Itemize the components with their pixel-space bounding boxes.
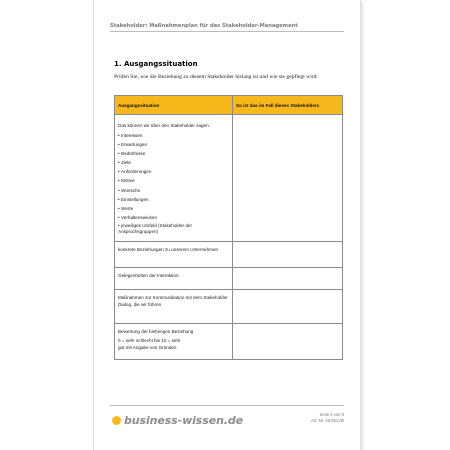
row-sublabel: 0 = sehr schlecht bis 10 = sehr gut mit Angabe von Gründen <box>118 338 181 350</box>
answer-cell[interactable] <box>233 290 343 324</box>
page-number: Seite 2 von 8 <box>319 412 344 417</box>
header-divider <box>110 31 344 32</box>
list-item: •Verhaltensweisen <box>118 213 229 222</box>
stakeholder-table <box>114 95 343 360</box>
row-label-cell <box>115 324 233 360</box>
column-header-stakeholder-case: So ist das im Fall dieses Stakeholders <box>233 96 343 115</box>
row-sublabel: Dialog, die wir führen <box>118 302 162 307</box>
bullet-icon: • <box>118 222 120 228</box>
footer-divider <box>110 405 344 406</box>
list-item: •Bedürfnisse <box>118 149 229 158</box>
bullet-icon: • <box>118 169 120 175</box>
logo-text: business-wissen.de <box>124 413 244 427</box>
bullet-icon: • <box>118 151 120 157</box>
bullet-icon: • <box>118 187 120 193</box>
bullet-icon: • <box>118 160 120 166</box>
logo-dot-icon <box>112 416 121 425</box>
section-title: 1. Ausgangssituation <box>114 60 198 68</box>
row-label: Maßnahmen zur Kommunikation mit dem Stakeholder <box>118 295 228 300</box>
bullet-icon: • <box>118 142 120 148</box>
row-label: Das können wir über den Stakeholder sagen: <box>118 123 210 128</box>
column-header-situation: Ausgangssituation <box>115 96 233 115</box>
list-item: •Motive <box>118 176 229 185</box>
logo <box>112 412 243 428</box>
bullet-icon: • <box>118 178 120 184</box>
row-label-cell: Gelegenheiten der Interaktion <box>115 268 233 290</box>
list-item: •Erwartungen <box>118 140 229 149</box>
list-item: •Einstellungen <box>118 195 229 204</box>
row-label-cell <box>115 290 233 324</box>
answer-cell[interactable] <box>233 242 343 268</box>
list-item: •Ziele <box>118 158 229 167</box>
bullet-list <box>118 131 229 236</box>
table-row <box>115 290 343 324</box>
answer-cell[interactable] <box>233 115 343 242</box>
answer-cell[interactable] <box>233 324 343 360</box>
page-info <box>311 412 344 424</box>
document-header: Stakeholder: Maßnahmenplan für das Stakeholder-Management <box>110 23 298 29</box>
list-item: •Interessen <box>118 131 229 140</box>
answer-cell[interactable] <box>233 268 343 290</box>
row-label-cell <box>115 115 233 242</box>
row-label: Bewertung der bisherigen Beziehung <box>118 329 194 334</box>
table-header-row <box>115 96 343 115</box>
list-item: •Werte <box>118 204 229 213</box>
bullet-icon: • <box>118 196 120 202</box>
row-label-cell: konkrete Beziehungen zu unserem Unternehmen <box>115 242 233 268</box>
list-item: •jeweiliges Umfeld (Stakeholder der Anspruchsgruppen) <box>118 222 192 235</box>
table-row <box>115 115 343 242</box>
bullet-icon: • <box>118 214 120 220</box>
table-row <box>115 268 343 290</box>
document-page <box>94 0 360 450</box>
article-number: Art.-Nr. 06.051.05 <box>310 418 344 423</box>
table-row <box>115 242 343 268</box>
list-item: •Anforderungen <box>118 167 229 176</box>
section-intro: Prüfen Sie, wie die Beziehung zu diesem Stakeholder bislang ist und wie sie gepflegt wird: <box>114 74 318 80</box>
list-item: •Wünsche <box>118 186 229 195</box>
bullet-icon: • <box>118 205 120 211</box>
table-row <box>115 324 343 360</box>
bullet-icon: • <box>118 133 120 138</box>
